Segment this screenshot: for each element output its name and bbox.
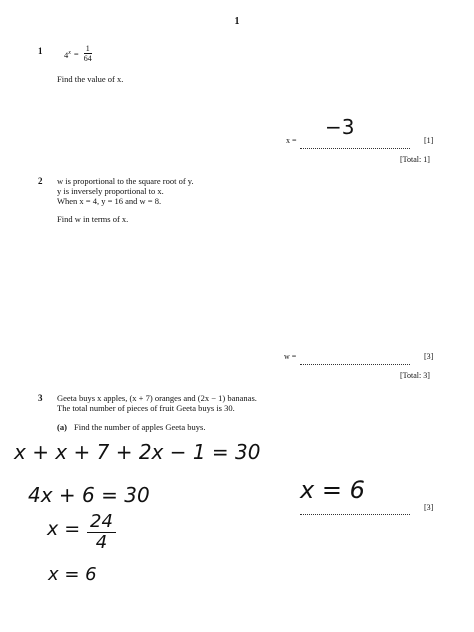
question-3-part-a-text: Find the number of apples Geeta buys. [74, 422, 206, 432]
question-3-line-1-part-d: (2x − 1) [197, 393, 226, 403]
question-3-handwritten-answer: x = 6 [300, 476, 365, 504]
question-3-number: 3 [38, 393, 43, 403]
working-fraction [87, 512, 116, 553]
question-2-marks: [3] [424, 352, 434, 361]
question-3-line-1-part-a: Geeta buys x apples, [57, 393, 128, 403]
question-3-answer-line[interactable] [300, 502, 410, 520]
question-2-number: 2 [38, 176, 43, 186]
working-line-1: x + x + 7 + 2x − 1 = 30 [14, 440, 261, 464]
question-3-line-2: The total number of pieces of fruit Geeta buys is 30. [57, 403, 235, 413]
question-3-line-1-part-b: (x + 7) [129, 393, 153, 403]
question-3-line-1 [57, 393, 257, 403]
question-2-line-1: w is proportional to the square root of y. [57, 176, 194, 186]
question-3-line-1-part-e: bananas. [227, 393, 257, 403]
question-1-equation [64, 44, 94, 63]
question-2-statements [57, 176, 194, 206]
equation-exponent: x [68, 49, 71, 56]
question-1-number: 1 [38, 46, 43, 56]
question-2-total: [Total: 3] [400, 371, 430, 380]
page-number: 1 [234, 16, 240, 27]
question-1-marks: [1] [424, 136, 434, 145]
question-2-answer-line[interactable] [300, 352, 410, 370]
question-2-line-3: When x = 4, y = 16 and w = 8. [57, 196, 162, 206]
question-3-marks: [3] [424, 503, 434, 512]
equation-base: 4 [64, 49, 69, 60]
fraction-denominator: 64 [83, 54, 92, 63]
question-1-instruction: Find the value of x. [57, 74, 124, 84]
question-2-answer-label: w = [284, 352, 297, 361]
question-3-line-1-part-c: oranges and [154, 393, 196, 403]
working-fraction-numerator: 24 [87, 512, 116, 533]
working-line-3-lhs: x = [47, 518, 81, 540]
question-1-total: [Total: 1] [400, 155, 430, 164]
question-1-handwritten-answer: −3 [325, 115, 355, 139]
question-3-part-a-label: (a) [57, 422, 67, 432]
equation-fraction [82, 44, 94, 63]
equation-equals: = [73, 48, 79, 59]
working-line-2: 4x + 6 = 30 [28, 483, 150, 507]
fraction-numerator: 1 [85, 44, 90, 53]
question-2-instruction: Find w in terms of x. [57, 214, 129, 224]
question-1-answer-line[interactable] [300, 136, 410, 154]
question-2-line-2: y is inversely proportional to x. [57, 186, 164, 196]
question-1-answer-label: x = [286, 136, 297, 145]
working-line-4: x = 6 [48, 564, 97, 585]
working-fraction-denominator: 4 [95, 532, 108, 553]
